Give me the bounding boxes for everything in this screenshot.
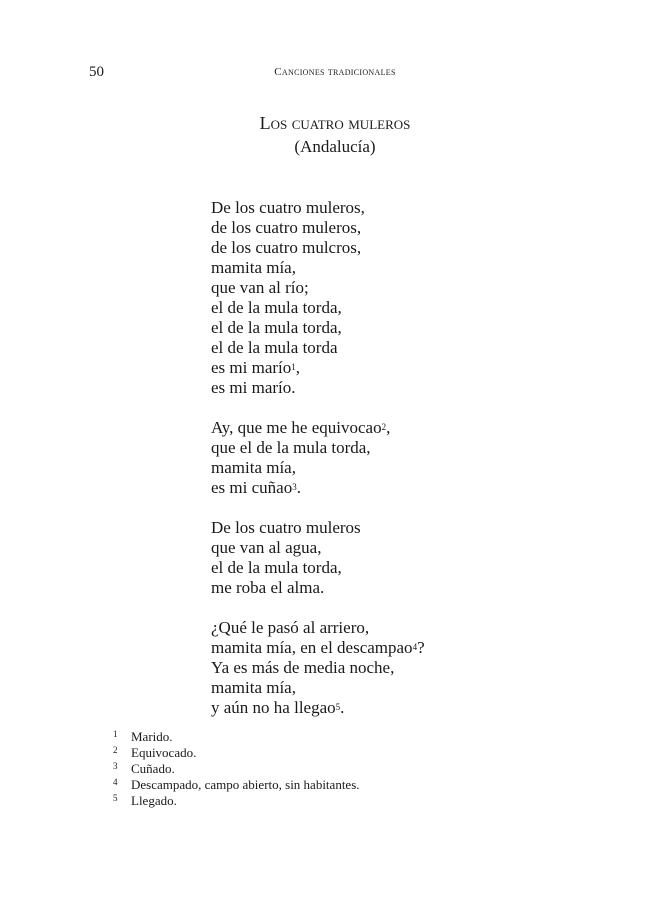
poem-line-punctuation: ? [417, 638, 425, 657]
poem-line-text: ¿Qué le pasó al arriero, [211, 618, 370, 637]
footnote [113, 793, 360, 809]
poem-line [211, 298, 425, 318]
poem-line [211, 458, 425, 478]
running-head: Canciones tradicionales [274, 66, 396, 78]
footnote-text: Marido. [131, 729, 173, 744]
footnote-text: Llegado. [131, 793, 177, 808]
stanza [211, 198, 425, 398]
poem-line-text: es mi marío. [211, 378, 296, 397]
poem-line-text: el de la mula torda, [211, 298, 342, 317]
poem-line-text: mamita mía, [211, 258, 296, 277]
poem-line-text: el de la mula torda [211, 338, 338, 357]
poem-line-punctuation: . [296, 478, 301, 497]
poem-line-text: que van al río; [211, 278, 309, 297]
stanza [211, 518, 425, 598]
poem-line [211, 478, 425, 498]
poem-line [211, 438, 425, 458]
poem-line [211, 618, 425, 638]
poem-line-text: me roba el alma. [211, 578, 325, 597]
footnotes [113, 729, 360, 809]
poem-line-text: Ya es más de media noche, [211, 658, 395, 677]
poem-line-text: que el de la mula torda, [211, 438, 371, 457]
poem-line [211, 558, 425, 578]
footnote-number: 2 [113, 745, 118, 755]
poem-line [211, 698, 425, 718]
poem-line [211, 198, 425, 218]
poem [211, 198, 425, 738]
song-region: (Andalucía) [294, 137, 376, 156]
footnote [113, 761, 360, 777]
stanza [211, 418, 425, 498]
stanza [211, 618, 425, 718]
poem-line [211, 418, 425, 438]
poem-line-text: de los cuatro mulcros, [211, 238, 362, 257]
poem-line-text: Ay, que me he equivocao [211, 418, 382, 437]
footnote-marker: 2 [381, 422, 387, 432]
poem-line [211, 658, 425, 678]
poem-line-text: De los cuatro muleros, [211, 198, 365, 217]
footnote-marker: 5 [335, 702, 341, 712]
poem-line-text: mamita mía, [211, 678, 296, 697]
poem-line-text: es mi marío [211, 358, 292, 377]
poem-line-punctuation: , [295, 358, 301, 377]
footnote [113, 777, 360, 793]
footnote-marker: 1 [291, 362, 296, 372]
footnote-text: Descampado, campo abierto, sin habitantes. [131, 777, 360, 792]
footnote-number: 5 [113, 793, 118, 803]
poem-line [211, 678, 425, 698]
poem-line-punctuation: , [386, 418, 391, 437]
poem-line [211, 518, 425, 538]
poem-line-text: el de la mula torda, [211, 558, 342, 577]
poem-line [211, 258, 425, 278]
footnote-marker: 4 [412, 642, 418, 652]
song-title: Los cuatro muleros [259, 113, 411, 133]
footnote-text: Cuñado. [131, 761, 175, 776]
poem-line [211, 638, 425, 658]
poem-line-text: De los cuatro muleros [211, 518, 361, 537]
footnote-number: 4 [113, 777, 118, 787]
poem-line-text: el de la mula torda, [211, 318, 342, 337]
poem-line-text: mamita mía, [211, 458, 296, 477]
poem-line [211, 578, 425, 598]
poem-line-text: es mi cuñao [211, 478, 293, 497]
footnote-number: 3 [113, 761, 118, 771]
footnote [113, 729, 360, 745]
poem-line [211, 318, 425, 338]
poem-line [211, 338, 425, 358]
poem-line-text: mamita mía, en el descampao [211, 638, 413, 657]
poem-line [211, 538, 425, 558]
poem-line [211, 218, 425, 238]
footnote-marker: 3 [292, 482, 297, 492]
footnote-text: Equivocado. [131, 745, 197, 760]
poem-line [211, 358, 425, 378]
poem-line-text: de los cuatro muleros, [211, 218, 362, 237]
poem-line-text: y aún no ha llegao [211, 698, 336, 717]
poem-line-punctuation: . [340, 698, 345, 717]
footnote-number: 1 [113, 729, 118, 739]
poem-line [211, 238, 425, 258]
page-number: 50 [89, 64, 104, 80]
footnote [113, 745, 360, 761]
poem-line-text: que van al agua, [211, 538, 322, 557]
poem-line [211, 278, 425, 298]
poem-line [211, 378, 425, 398]
